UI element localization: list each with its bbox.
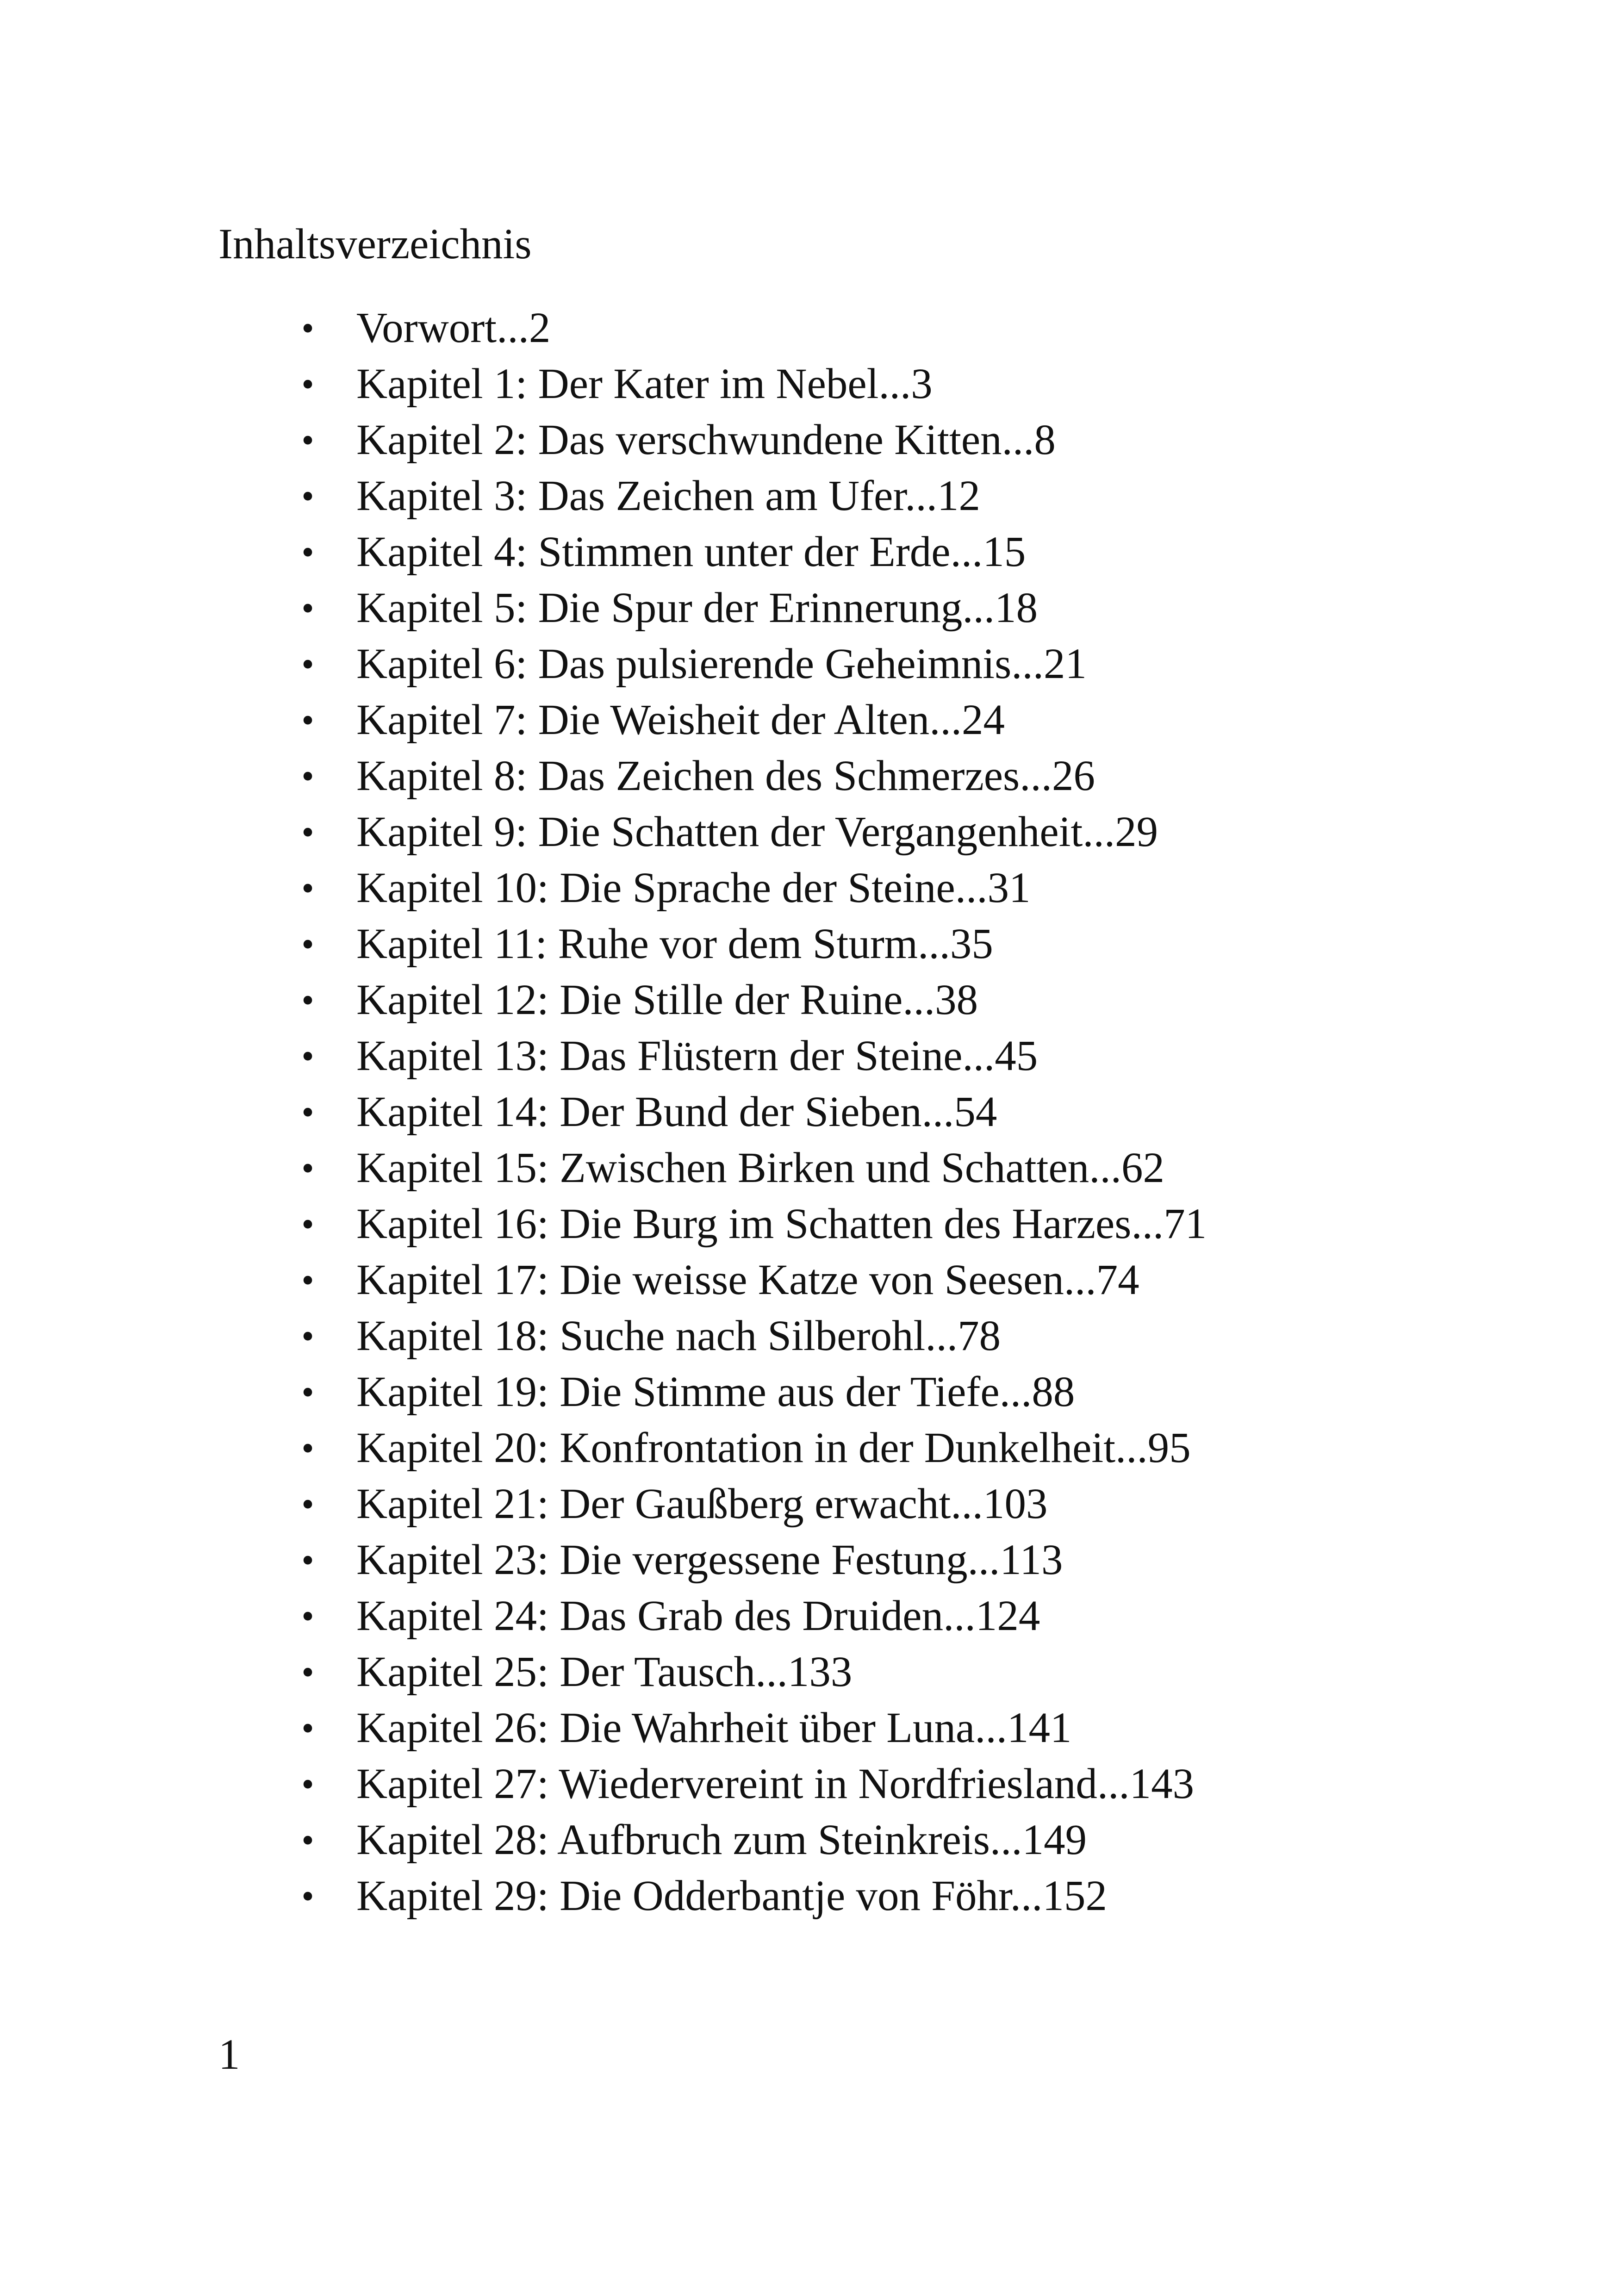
- toc-entry-text: Kapitel 1: Der Kater im Nebel...3: [356, 360, 933, 408]
- bullet-icon: •: [301, 1428, 314, 1468]
- toc-entry-text: Kapitel 10: Die Sprache der Steine...31: [356, 864, 1031, 912]
- page-number: 1: [218, 2031, 240, 2078]
- toc-entry: [296, 692, 1207, 748]
- toc-entry: [296, 1476, 1207, 1532]
- toc-entry-text: Kapitel 16: Die Burg im Schatten des Harzes...71: [356, 1200, 1207, 1248]
- toc-entry-text: Kapitel 14: Der Bund der Sieben...54: [356, 1088, 997, 1136]
- toc-entry-text: Kapitel 7: Die Weisheit der Alten...24: [356, 696, 1005, 744]
- toc-entry-text: Kapitel 29: Die Odderbantje von Föhr...152: [356, 1872, 1108, 1920]
- bullet-icon: •: [301, 588, 314, 628]
- bullet-icon: •: [301, 980, 314, 1020]
- bullet-icon: •: [301, 1148, 314, 1188]
- toc-entry-text: Kapitel 23: Die vergessene Festung...113: [356, 1536, 1063, 1584]
- bullet-icon: •: [301, 1764, 314, 1804]
- bullet-icon: •: [301, 924, 314, 964]
- bullet-icon: •: [301, 1652, 314, 1692]
- bullet-icon: •: [301, 1708, 314, 1748]
- toc-entry: [296, 300, 1207, 356]
- toc-entry-text: Kapitel 11: Ruhe vor dem Sturm...35: [356, 920, 993, 968]
- bullet-icon: •: [301, 308, 314, 348]
- toc-entry: [296, 1644, 1207, 1700]
- bullet-icon: •: [301, 1316, 314, 1356]
- toc-entry: [296, 804, 1207, 860]
- toc-entry: [296, 468, 1207, 524]
- bullet-icon: •: [301, 1204, 314, 1244]
- toc-entry-text: Kapitel 4: Stimmen unter der Erde...15: [356, 528, 1026, 576]
- toc-title: Inhaltsverzeichnis: [218, 220, 532, 268]
- toc-entry: [296, 524, 1207, 580]
- toc-entry-text: Kapitel 20: Konfrontation in der Dunkelheit...95: [356, 1424, 1191, 1472]
- bullet-icon: •: [301, 1260, 314, 1300]
- bullet-icon: •: [301, 1036, 314, 1076]
- toc-entry-text: Kapitel 2: Das verschwundene Kitten...8: [356, 416, 1056, 464]
- bullet-icon: •: [301, 756, 314, 796]
- toc-entry: [296, 1196, 1207, 1252]
- toc-entry: [296, 412, 1207, 468]
- bullet-icon: •: [301, 532, 314, 572]
- toc-entry: [296, 1700, 1207, 1756]
- toc-entry: [296, 1084, 1207, 1140]
- toc-entry: [296, 860, 1207, 916]
- toc-entry: [296, 1028, 1207, 1084]
- toc-entry-text: Kapitel 25: Der Tausch...133: [356, 1648, 853, 1696]
- toc-entry: [296, 1812, 1207, 1868]
- toc-entry-text: Kapitel 8: Das Zeichen des Schmerzes...26: [356, 752, 1095, 800]
- bullet-icon: •: [301, 1092, 314, 1132]
- bullet-icon: •: [301, 644, 314, 684]
- bullet-icon: •: [301, 700, 314, 740]
- toc-entry: [296, 1252, 1207, 1308]
- bullet-icon: •: [301, 420, 314, 460]
- toc-entry: [296, 1756, 1207, 1812]
- toc-entry: [296, 356, 1207, 412]
- toc-entry: [296, 1588, 1207, 1644]
- toc-entry: [296, 972, 1207, 1028]
- toc-entry-text: Kapitel 9: Die Schatten der Vergangenheit...29: [356, 808, 1158, 856]
- toc-entry-text: Kapitel 5: Die Spur der Erinnerung...18: [356, 584, 1038, 632]
- bullet-icon: •: [301, 1484, 314, 1524]
- toc-entry-text: Kapitel 28: Aufbruch zum Steinkreis...149: [356, 1816, 1087, 1864]
- toc-entry: [296, 1532, 1207, 1588]
- bullet-icon: •: [301, 1876, 314, 1916]
- toc-entry: [296, 748, 1207, 804]
- toc-entry-text: Kapitel 26: Die Wahrheit über Luna...141: [356, 1704, 1072, 1752]
- toc-entry: [296, 1420, 1207, 1476]
- toc-entry: [296, 1868, 1207, 1924]
- toc-entry-text: Kapitel 13: Das Flüstern der Steine...45: [356, 1032, 1038, 1080]
- bullet-icon: •: [301, 476, 314, 516]
- toc-entry-text: Kapitel 6: Das pulsierende Geheimnis...21: [356, 640, 1087, 688]
- bullet-icon: •: [301, 1820, 314, 1860]
- bullet-icon: •: [301, 364, 314, 404]
- toc-entry-text: Kapitel 21: Der Gaußberg erwacht...103: [356, 1480, 1048, 1528]
- toc-entry: [296, 916, 1207, 972]
- bullet-icon: •: [301, 1372, 314, 1412]
- toc-entry-text: Kapitel 18: Suche nach Silberohl...78: [356, 1312, 1001, 1360]
- toc-entry: [296, 580, 1207, 636]
- toc-entry: [296, 636, 1207, 692]
- bullet-icon: •: [301, 812, 314, 852]
- toc-entry-text: Kapitel 3: Das Zeichen am Ufer...12: [356, 472, 981, 520]
- toc-entry-text: Kapitel 24: Das Grab des Druiden...124: [356, 1592, 1040, 1640]
- toc-entry: [296, 1140, 1207, 1196]
- bullet-icon: •: [301, 1540, 314, 1580]
- toc-entry-text: Kapitel 12: Die Stille der Ruine...38: [356, 976, 978, 1024]
- toc-entry-text: Kapitel 27: Wiedervereint in Nordfriesland...143: [356, 1760, 1195, 1808]
- toc-list: [296, 300, 1207, 1924]
- toc-entry-text: Kapitel 17: Die weisse Katze von Seesen...74: [356, 1256, 1139, 1304]
- toc-entry: [296, 1308, 1207, 1364]
- toc-entry-text: Kapitel 19: Die Stimme aus der Tiefe...88: [356, 1368, 1075, 1416]
- bullet-icon: •: [301, 1596, 314, 1636]
- toc-entry-text: Vorwort...2: [356, 304, 551, 352]
- toc-entry: [296, 1364, 1207, 1420]
- bullet-icon: •: [301, 868, 314, 908]
- toc-entry-text: Kapitel 15: Zwischen Birken und Schatten...62: [356, 1144, 1164, 1192]
